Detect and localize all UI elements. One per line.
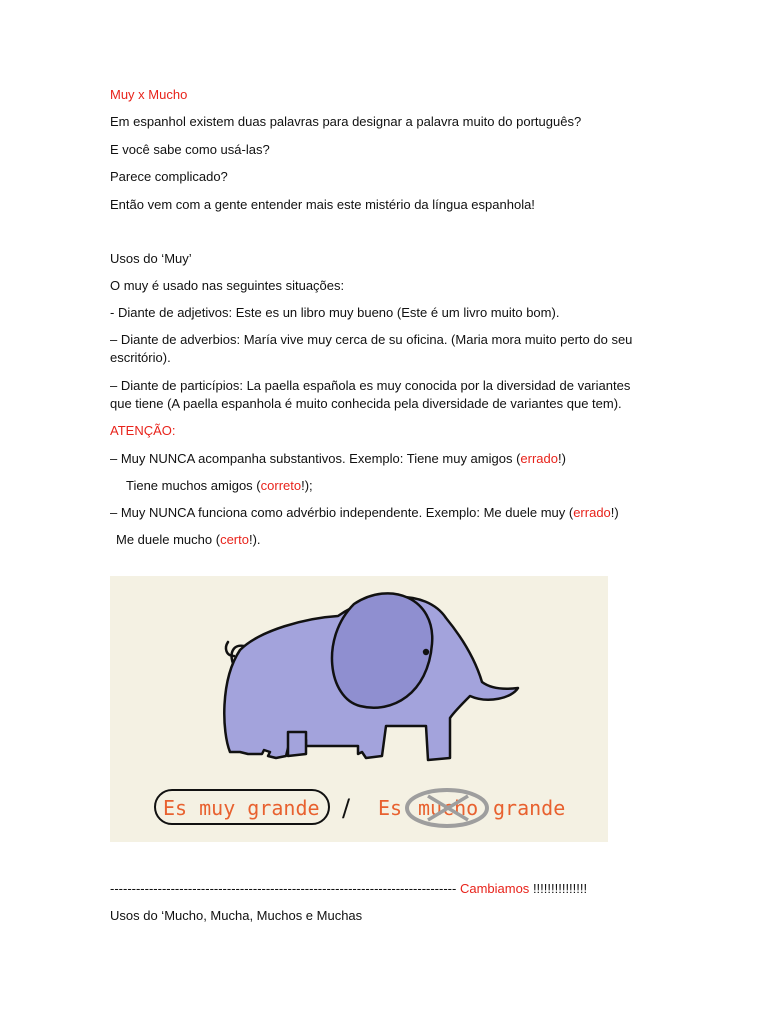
intro-line: Em espanhol existem duas palavras para designar a palavra muito do português? — [110, 114, 582, 129]
elephant-figure-svg — [110, 576, 608, 842]
rule-mark: errado — [520, 451, 558, 466]
rule-example-line — [126, 477, 313, 495]
usage-item: - Diante de adjetivos: Este es un libro muy bueno (Este é um livro muito bom). — [110, 305, 560, 320]
divider-line — [110, 880, 587, 898]
elephant-illustration — [110, 576, 608, 842]
rule-line — [110, 504, 619, 522]
rule-mark: errado — [573, 505, 611, 520]
divider-exclaims: !!!!!!!!!!!!!!! — [532, 881, 588, 896]
divider-dashes: -------------------------------------------------------------------------------- — [110, 881, 457, 896]
document-title: Muy x Mucho — [110, 87, 188, 102]
rule-text: – Muy NUNCA acompanha substantivos. Exemplo: Tiene muy amigos ( — [110, 451, 521, 466]
elephant-front-leg — [288, 732, 306, 756]
usage-item: – Diante de adverbios: María vive muy cerca de su oficina. (Maria mora muito perto do seu escritório). — [110, 332, 633, 365]
caption-right-mucho: mucho — [418, 796, 479, 820]
rule-text: Me duele mucho ( — [116, 532, 221, 547]
rule-text: !); — [301, 478, 313, 493]
elephant-eye — [423, 649, 429, 655]
caption-left: Es muy grande — [163, 796, 320, 820]
caption-right-es: Es — [378, 796, 403, 820]
rule-example-line — [116, 531, 261, 549]
intro-line: Então vem com a gente entender mais este mistério da língua espanhola! — [110, 197, 535, 212]
section-heading-mucho: Usos do ‘Mucho, Mucha, Muchos e Muchas — [110, 908, 363, 923]
rule-mark: correto — [260, 478, 302, 493]
divider-label: Cambiamos — [459, 881, 530, 896]
usage-item: – Diante de particípios: La paella española es muy conocida por la diversidad de variantes que tiene (A paella espanhola é muito conhecida pela diversidade de variantes que tem). — [110, 378, 631, 411]
caption-slash: / — [342, 794, 351, 822]
attention-label: ATENÇÃO: — [110, 423, 176, 438]
rule-text: !) — [557, 451, 566, 466]
rule-text: – Muy NUNCA funciona como advérbio independente. Exemplo: Me duele muy ( — [110, 505, 574, 520]
rule-mark: certo — [220, 532, 249, 547]
rule-text: Tiene muchos amigos ( — [126, 478, 261, 493]
section-lead: O muy é usado nas seguintes situações: — [110, 278, 345, 293]
section-heading-muy: Usos do ‘Muy’ — [110, 251, 192, 266]
intro-line: Parece complicado? — [110, 169, 228, 184]
caption-right-grande: grande — [493, 796, 566, 820]
rule-text: !) — [610, 505, 619, 520]
rule-line — [110, 450, 566, 468]
intro-line: E você sabe como usá-las? — [110, 142, 270, 157]
rule-text: !). — [248, 532, 261, 547]
